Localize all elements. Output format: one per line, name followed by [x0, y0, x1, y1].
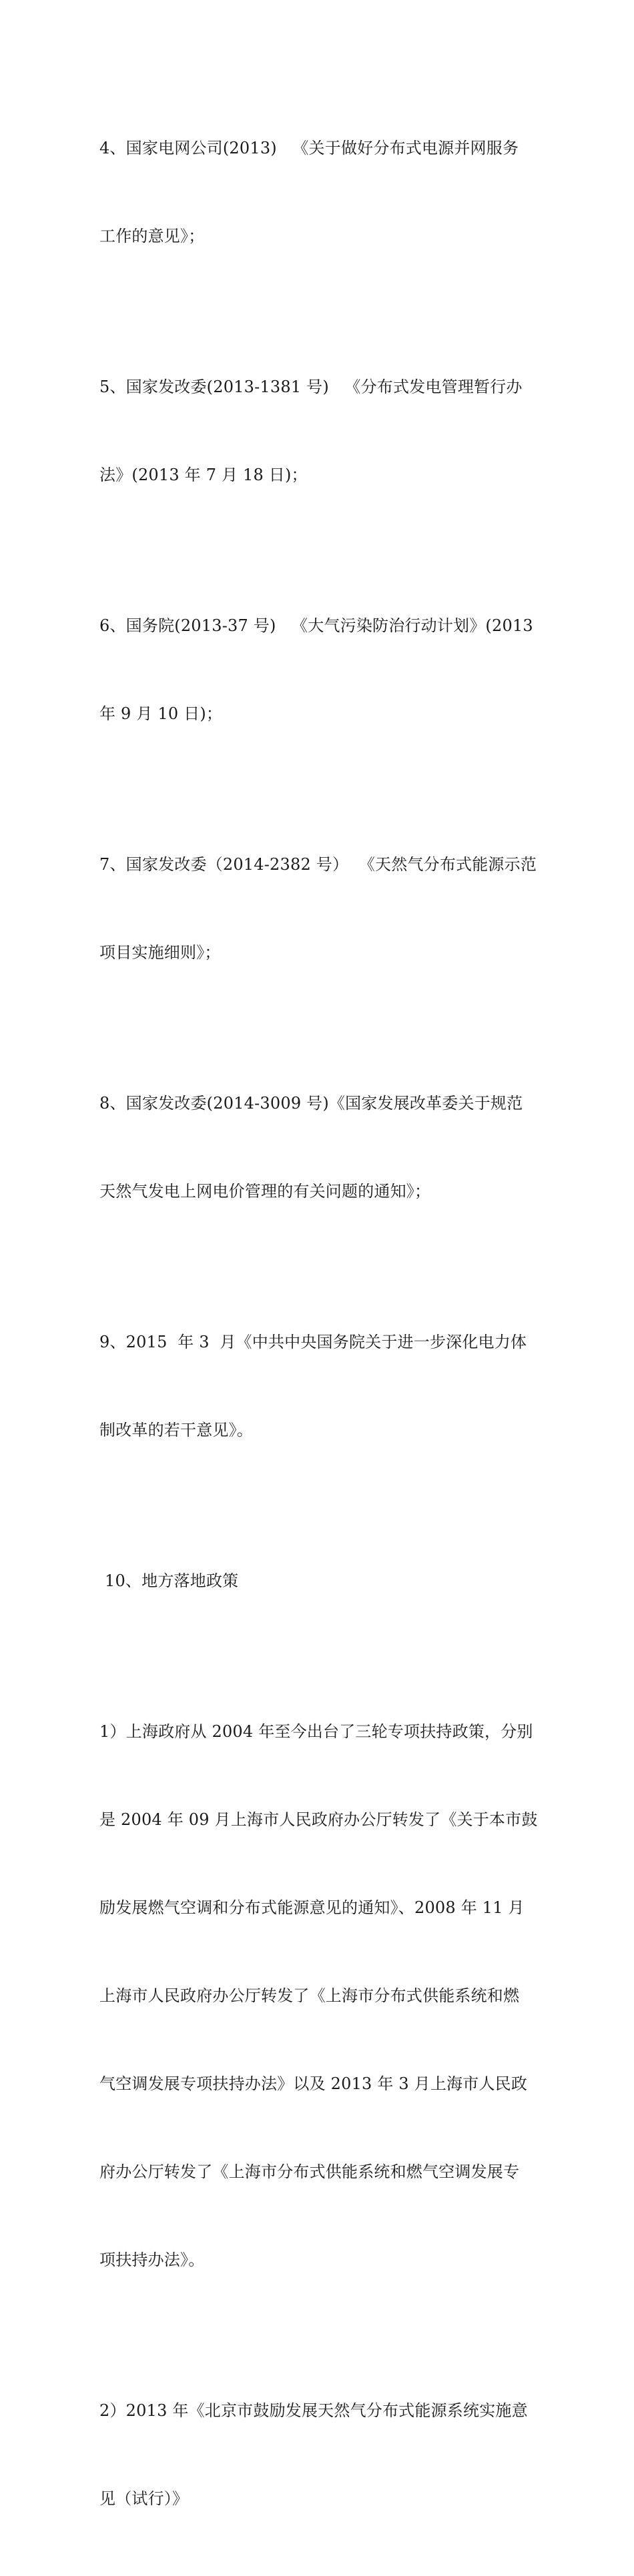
text-line: 见（试行）》: [99, 2489, 189, 2508]
text-line: 5、国家发改委(2013-1381 号) 《分布式发电管理暂行办: [99, 378, 523, 396]
text-line: 年 9 月 10 日)；: [99, 704, 223, 723]
section-heading-local-policies: [99, 1507, 547, 1654]
text-line: 8、国家发改委(2014-3009 号)《国家发展改革委关于规范: [99, 1094, 523, 1113]
text-line: 气空调发展专项扶持办法》以及 2013 年 3 月上海市人民政: [99, 2074, 528, 2093]
text-line: 2）2013 年《北京市鼓励发展天然气分布式能源系统实施意: [99, 2401, 528, 2420]
text-line: 1）上海政府从 2004 年至今出台了三轮专项扶持政策，分别: [99, 1722, 533, 1741]
list-item-4: [99, 75, 547, 309]
text-line: 10、地方落地政策: [105, 1571, 239, 1590]
text-line: 法》(2013 年 7 月 18 日)；: [99, 466, 308, 484]
text-line: 是 2004 年 09 月上海市人民政府办公厅转发了《关于本市鼓: [99, 1810, 538, 1829]
text-line: 工作的意见》；: [99, 227, 205, 245]
text-line: 9、2015 年 3 月《中共中央国务院关于进一步深化电力体: [99, 1333, 527, 1351]
list-item-6: [99, 552, 547, 787]
text-line: 励发展燃气空调和分布式能源意见的通知》、2008 年 11 月: [99, 1898, 525, 1917]
sub-item-shanghai: [99, 1658, 547, 2333]
text-line: 4、国家电网公司(2013) 《关于做好分布式电源并网服务: [99, 139, 519, 157]
text-line: 7、国家发改委（2014-2382 号） 《天然气分布式能源示范: [99, 855, 537, 874]
text-line: 项目实施细则》；: [99, 943, 221, 962]
document-body: [99, 75, 547, 2576]
list-item-7: [99, 791, 547, 1026]
list-item-8: [99, 1030, 547, 1265]
text-line: 项扶持办法》。: [99, 2250, 205, 2269]
list-item-9: [99, 1269, 547, 1503]
text-line: 天然气发电上网电价管理的有关问题的通知》；: [99, 1182, 431, 1201]
text-line: 府办公厅转发了《上海市分布式供能系统和燃气空调发展专: [99, 2162, 520, 2181]
sub-item-beijing: [99, 2337, 547, 2572]
text-line: 6、国务院(2013-37 号) 《大气污染防治行动计划》(2013: [99, 616, 533, 635]
list-item-5: [99, 313, 547, 548]
text-line: 上海市人民政府办公厅转发了《上海市分布式供能系统和燃: [99, 1986, 520, 2005]
text-line: 制改革的若干意见》。: [99, 1421, 253, 1439]
